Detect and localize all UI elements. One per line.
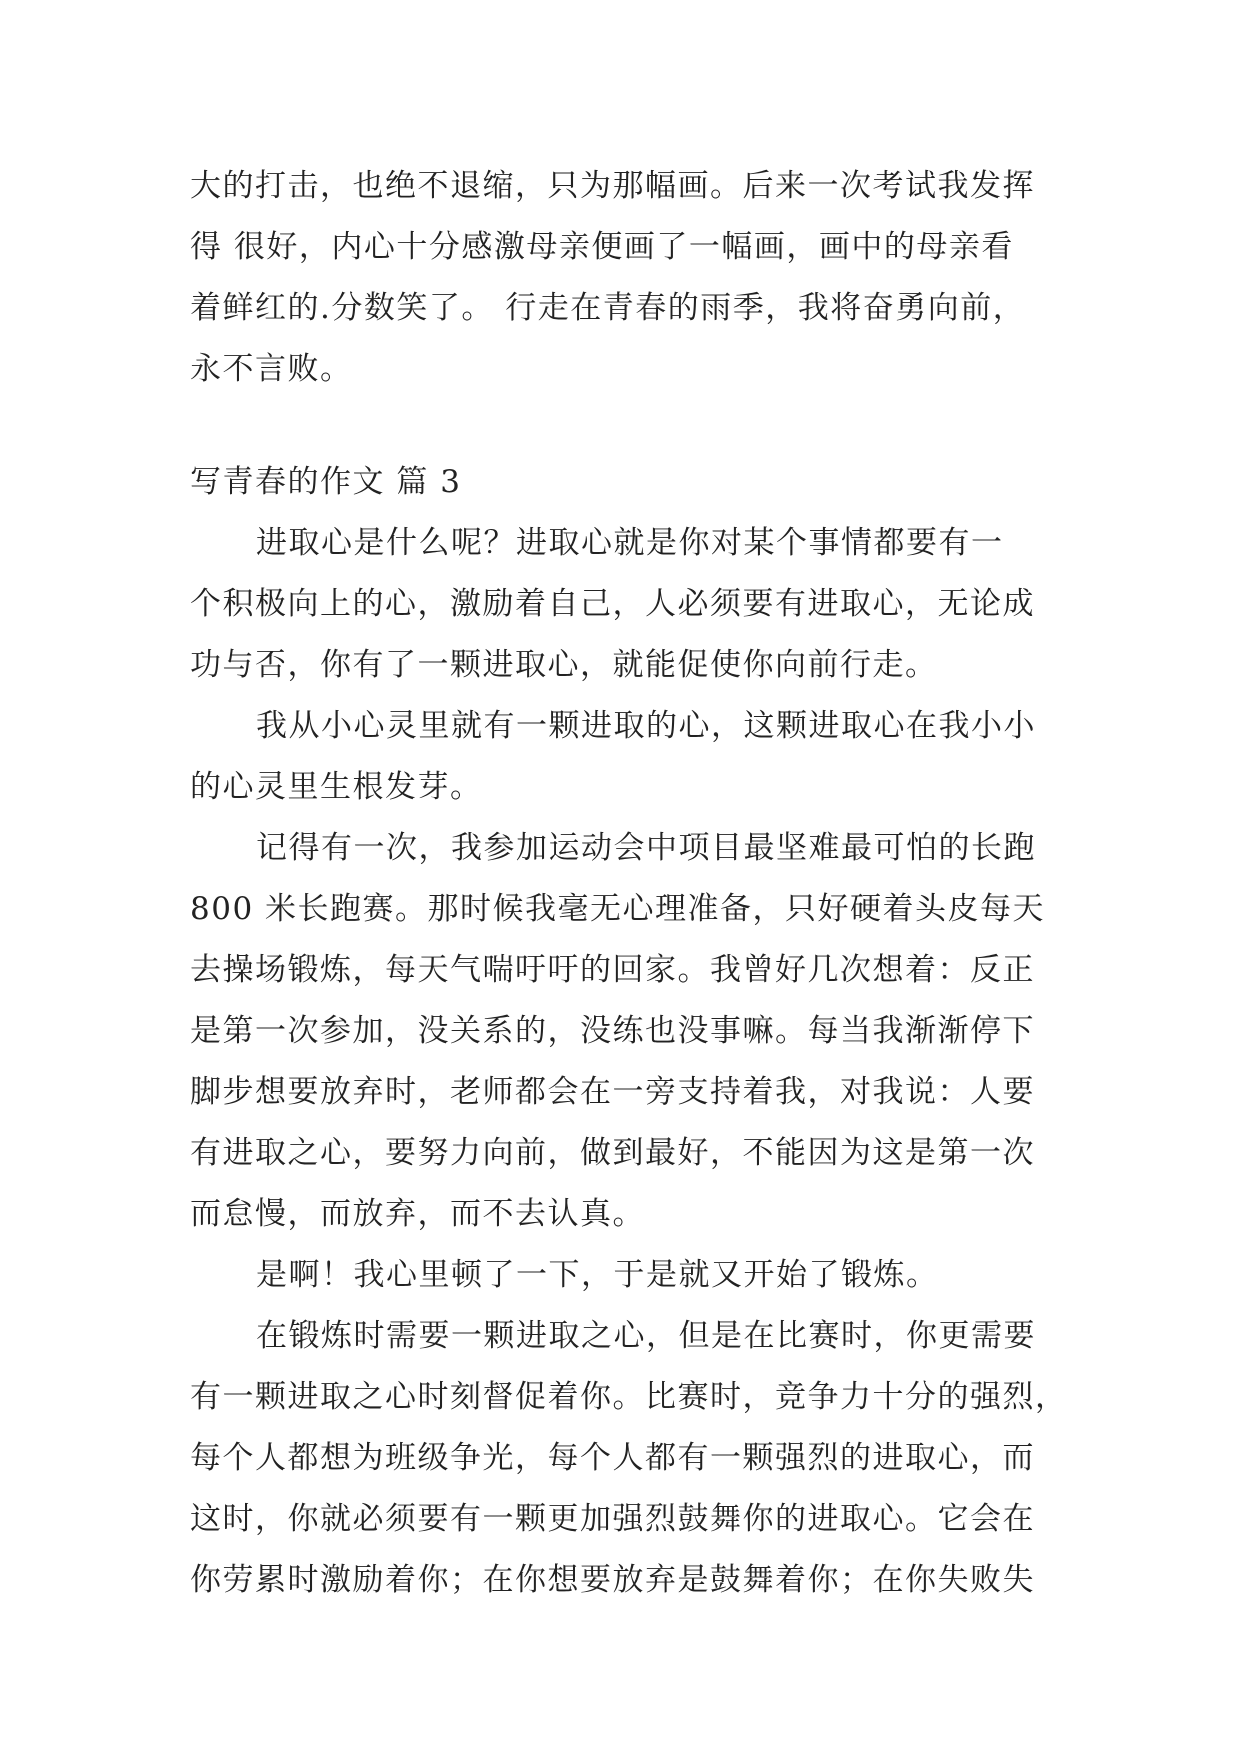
text-line: 是啊！我心里顿了一下，于是就又开始了锻炼。 [256, 1257, 939, 1293]
text-line: 在锻炼时需要一颗进取之心，但是在比赛时，你更需要 [256, 1318, 1036, 1354]
paragraph-3 [190, 818, 1070, 1245]
text-line: 有一颗进取之心时刻督促着你。比赛时，竞争力十分的强烈， [190, 1379, 1068, 1415]
text-line: 是第一次参加，没关系的，没练也没事嘛。每当我渐渐停下 [190, 1013, 1035, 1049]
text-line: 大的打击，也绝不退缩，只为那幅画。后来一次考试我发挥 [190, 168, 1035, 204]
text-line: 你劳累时激励着你；在你想要放弃是鼓舞着你；在你失败失 [190, 1562, 1035, 1598]
text-line: 记得有一次，我参加运动会中项目最坚难最可怕的长跑 [256, 830, 1036, 866]
text-line: 800 米长跑赛。那时候我毫无心理准备，只好硬着头皮每天 [190, 891, 1046, 927]
text-line: 得 很好，内心十分感激母亲便画了一幅画，画中的母亲看 [190, 229, 1014, 265]
section-heading: 写青春的作文 篇 3 [190, 464, 462, 500]
text-line: 个积极向上的心，激励着自己，人必须要有进取心，无论成 [190, 586, 1035, 622]
text-line: 我从小心灵里就有一颗进取的心，这颗进取心在我小小 [256, 708, 1036, 744]
text-line: 功与否，你有了一颗进取心，就能促使你向前行走。 [190, 647, 938, 683]
text-line: 永不言败。 [190, 351, 353, 387]
text-line: 进取心是什么呢？进取心就是你对某个事情都要有一 [256, 525, 1004, 561]
text-line: 这时，你就必须要有一颗更加强烈鼓舞你的进取心。它会在 [190, 1501, 1035, 1537]
paragraph-1 [190, 513, 1070, 696]
text-line: 去操场锻炼，每天气喘吁吁的回家。我曾好几次想着：反正 [190, 952, 1035, 988]
text-line: 着鲜红的.分数笑了。 行走在青春的雨季，我将奋勇向前， [190, 290, 1026, 326]
text-line: 脚步想要放弃时，老师都会在一旁支持着我，对我说：人要 [190, 1074, 1035, 1110]
text-line: 的心灵里生根发芽。 [190, 769, 483, 805]
text-line: 每个人都想为班级争光，每个人都有一颗强烈的进取心，而 [190, 1440, 1035, 1476]
paragraph-5 [190, 1306, 1070, 1611]
paragraph-4 [190, 1245, 1070, 1306]
text-line: 有进取之心，要努力向前，做到最好，不能因为这是第一次 [190, 1135, 1035, 1171]
intro-paragraph [190, 156, 1070, 400]
text-line: 而怠慢，而放弃，而不去认真。 [190, 1196, 645, 1232]
paragraph-2 [190, 696, 1070, 818]
document-body [190, 156, 1070, 1611]
